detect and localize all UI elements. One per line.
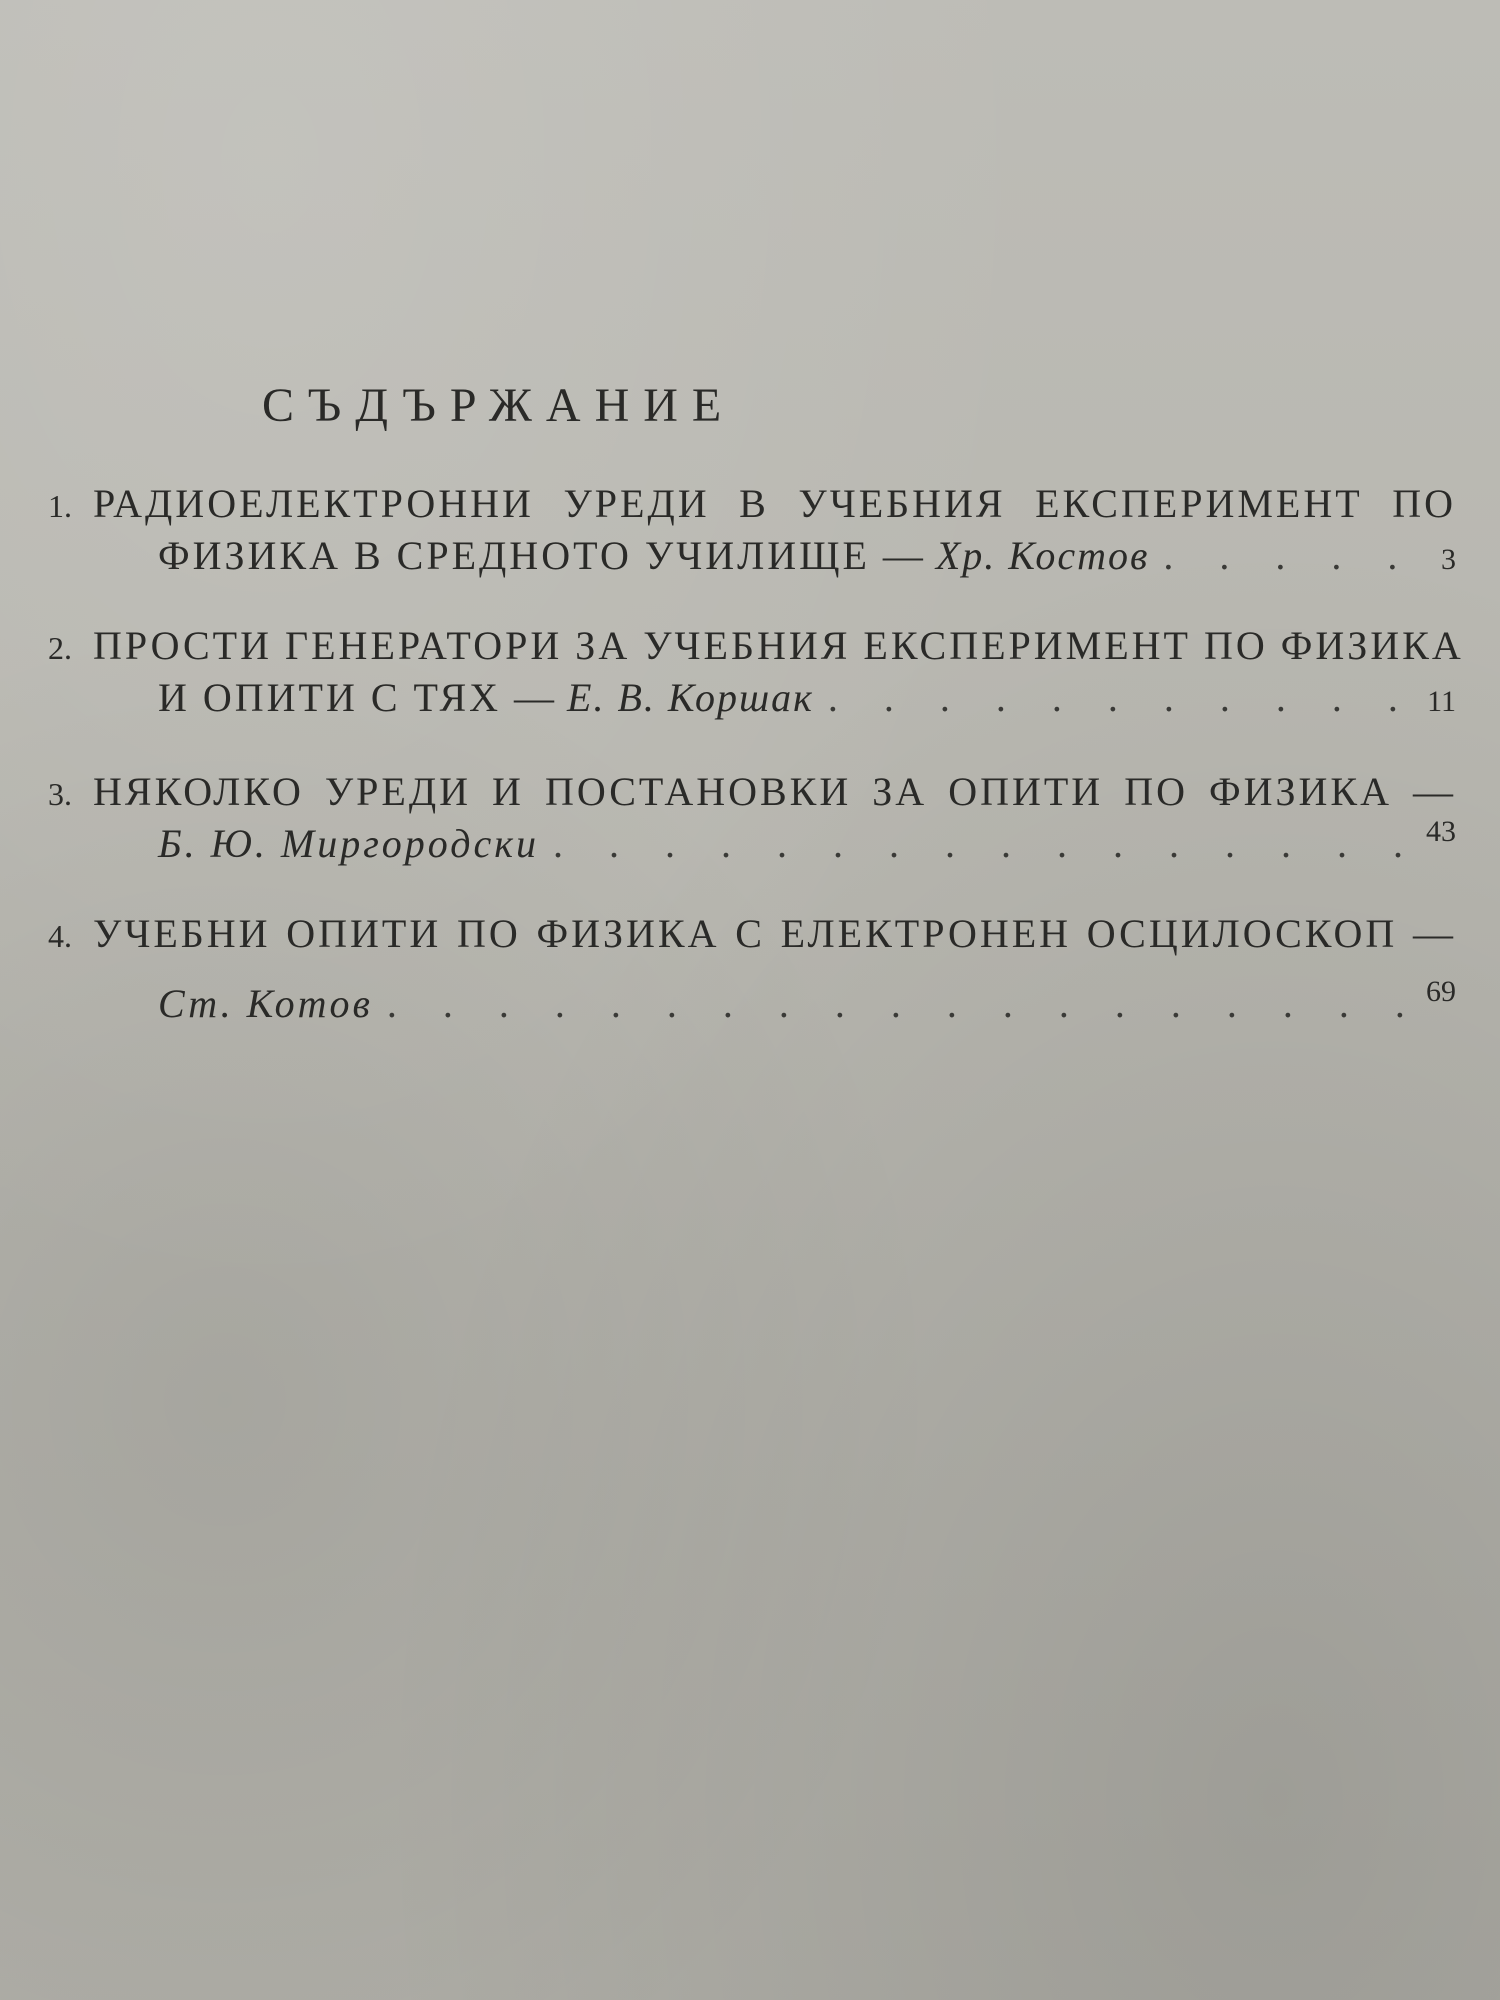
entry-author: Е. В. Коршак — [567, 675, 814, 720]
toc-entry-line — [48, 672, 1456, 724]
entry-number: 4. — [48, 918, 72, 954]
toc-entry-line — [48, 530, 1456, 582]
entry-author: Ст. Котов — [158, 981, 373, 1026]
entry-page-number: 69 — [1426, 975, 1456, 1008]
entry-title: НЯКОЛКО УРЕДИ И ПОСТАНОВКИ ЗА ОПИТИ ПО ФИЗИКА — — [93, 769, 1456, 814]
toc-entry-line — [48, 766, 1456, 818]
entry-author: Хр. Костов — [935, 533, 1150, 578]
page-title: СЪДЪРЖАНИЕ — [262, 379, 736, 432]
dot-leader — [553, 818, 1412, 870]
entry-number: 1. — [48, 488, 72, 524]
entry-title: ПРОСТИ ГЕНЕРАТОРИ ЗА УЧЕБНИЯ ЕКСПЕРИМЕНТ ПО ФИЗИКА — [93, 623, 1464, 668]
entry-number: 2. — [48, 630, 72, 666]
toc-entry-line — [48, 908, 1456, 960]
toc-entry — [48, 478, 1456, 582]
toc-entry — [48, 620, 1464, 724]
entry-title: РАДИОЕЛЕКТРОННИ УРЕДИ В УЧЕБНИЯ ЕКСПЕРИМЕНТ ПО — [93, 481, 1456, 526]
toc-entry — [48, 908, 1456, 1030]
toc-entry-line — [48, 815, 1456, 870]
dot-leader — [828, 672, 1413, 724]
dot-leader — [1163, 530, 1427, 582]
entry-title-continued: И ОПИТИ С ТЯХ — — [158, 675, 558, 720]
entry-title: УЧЕБНИ ОПИТИ ПО ФИЗИКА С ЕЛЕКТРОНЕН ОСЦИЛОСКОП — — [93, 911, 1456, 956]
entry-number: 3. — [48, 776, 72, 812]
toc-entry-line — [48, 975, 1456, 1030]
toc-entry-line — [48, 620, 1464, 672]
entry-page-number: 43 — [1426, 815, 1456, 848]
dot-leader — [387, 978, 1412, 1030]
entry-title-continued: ФИЗИКА В СРЕДНОТО УЧИЛИЩЕ — — [158, 533, 926, 578]
toc-entry-line — [48, 478, 1456, 530]
entry-author: Б. Ю. Миргородски — [158, 821, 539, 866]
entry-page-number: 11 — [1427, 685, 1456, 718]
toc-entry — [48, 766, 1456, 870]
entry-page-number: 3 — [1441, 543, 1456, 576]
